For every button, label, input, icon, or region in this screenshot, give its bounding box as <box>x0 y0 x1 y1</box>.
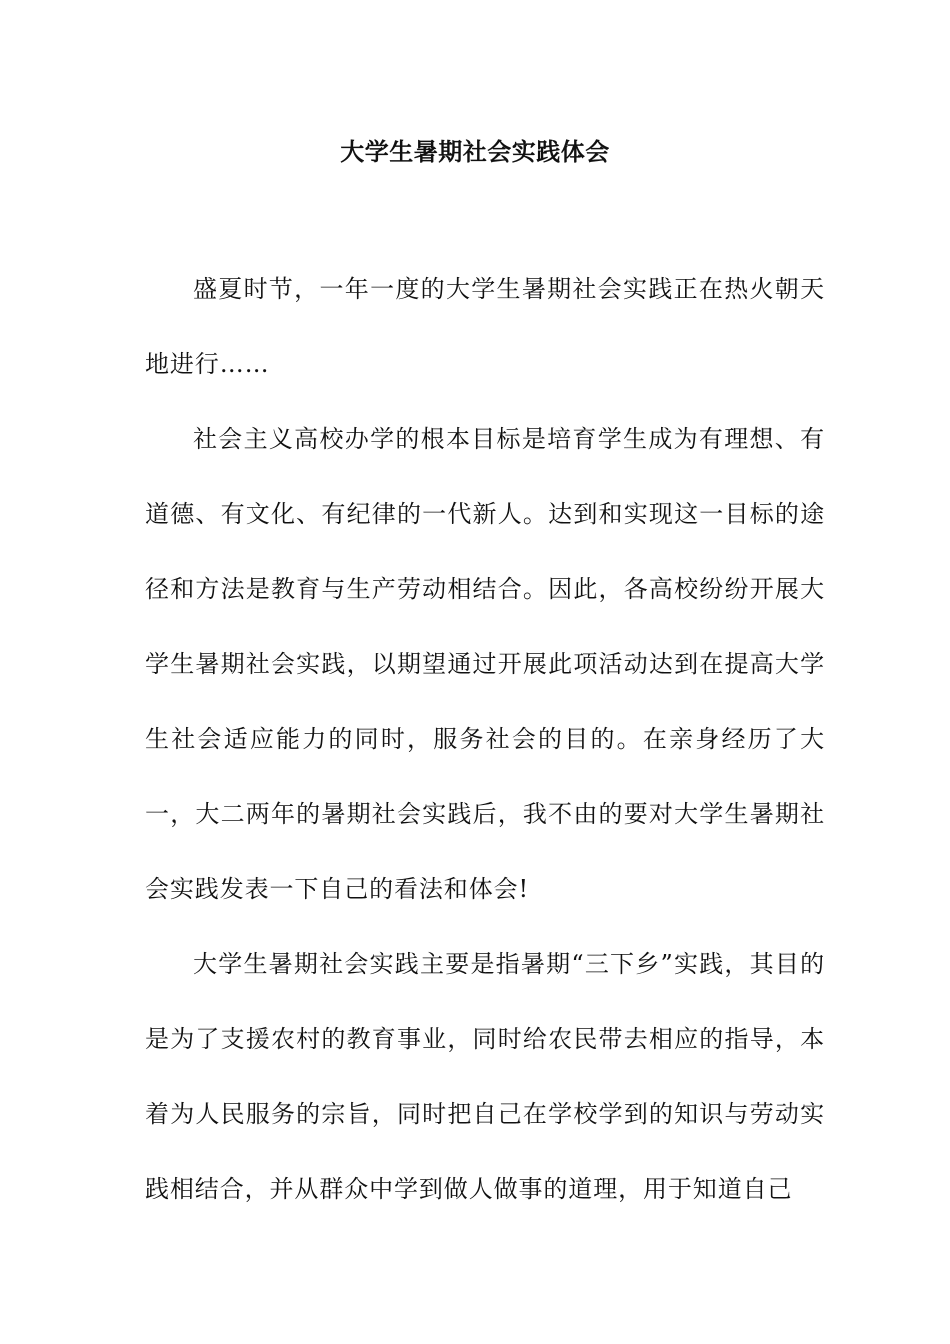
document-title: 大学生暑期社会实践体会 <box>340 138 610 166</box>
paragraph-intro: 盛夏时节，一年一度的大学生暑期社会实践正在热火朝天地进行…… <box>145 275 825 378</box>
document-body <box>145 252 825 1227</box>
paragraph-three-to-countryside: 大学生暑期社会实践主要是指暑期“三下乡”实践，其目的是为了支援农村的教育事业，同时给农民带去相应的指导，本着为人民服务的宗旨，同时把自己在学校学到的知识与劳动实践相结合，并从群众中学到做人做事的道理，用于知道自己 <box>145 950 825 1203</box>
paragraph-purpose: 社会主义高校办学的根本目标是培育学生成为有理想、有道德、有文化、有纪律的一代新人。达到和实现这一目标的途径和方法是教育与生产劳动相结合。因此，各高校纷纷开展大学生暑期社会实践，以期望通过开展此项活动达到在提高大学生社会适应能力的同时，服务社会的目的。在亲身经历了大一，大二两年的暑期社会实践后，我不由的要对大学生暑期社会实践发表一下自己的看法和体会! <box>145 425 825 903</box>
